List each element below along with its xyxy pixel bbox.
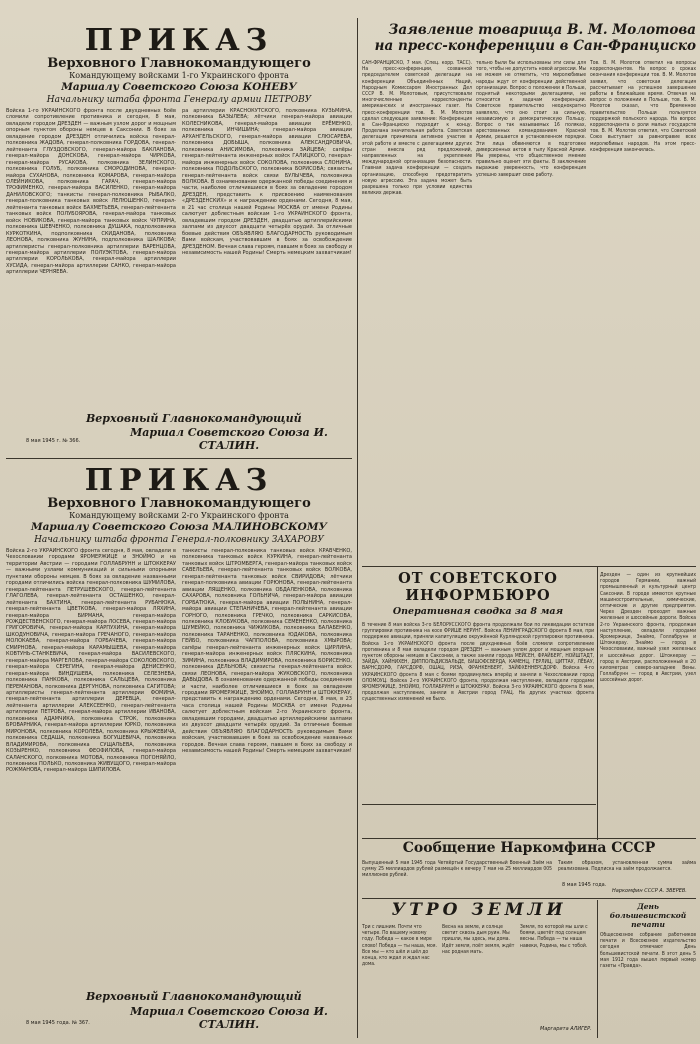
order-addressee: Командующему войсками 1-го Украинского фронта <box>69 71 289 80</box>
narkomfin-body2: Таким образом, установленная сумма займа реализована. Подписка на заём продолжается. <box>558 860 696 873</box>
molotov-col3: Тов. В. М. Молотов ответил на вопросы корреспондентов. На вопрос о сроках окончания конференции тов. В. М. Молотов заявил, что советская делегация рассчитывает на успешное завершение работы в ближайшее время. Отвечая на вопрос о положении в Польше, тов. В. М. Молотов сказал, что Временное правительство Польши пользуется поддержкой польского народа. На вопрос корреспондента о роли малых государств тов. В. М. Молотов ответил, что Советский Союз выступает за равноправие всех миролюбивых народов. На этом пресс-конференция закончилась. <box>590 60 696 153</box>
section-divider <box>362 898 696 899</box>
signature-title: Верховный Главнокомандующий <box>86 990 302 1003</box>
column-divider <box>597 900 598 1038</box>
order-1366 <box>6 22 352 462</box>
molotov-title-line1: Заявление товарища В. М. Молотова <box>388 22 696 38</box>
order-1-text-col2: ра артиллерии КРАСНОКУТСКОГО, полковника КУЗЬМИНА, полковника БАЗЫЛЕВА; лётчики генерал-майора авиации КОЛЕСНИКОВА, генерал-майора авиации ЕРЁМЕНКО, полковника ИНЧИШИНА; генерал-майора авиации АРХАНГЕЛЬСКОГО, генерал-майора авиации СЛЮСАРЕВА, полковника ДОБЫША, полковника АЛЕКСАНДРОВИЧА, полковника АНИСИМОВА, полковника ЗАЙЦЕВА; сапёры генерал-лейтенанта инженерных войск ГАЛИЦКОГО, генерал-майора инженерных войск СОКОЛОВА, полковника СЛОНИНА, полковника ПОДОЛЬСКОГО, полковника БОРИСОВА; связисты генерал-лейтенанта войск связи БУЛЫЧЕВА, полковника ВОЛКОВА. В ознаменование одержанной победы соединения и части, наиболее отличившиеся в боях за овладение городом ДРЕЗДЕН, представить к присвоению наименования «ДРЕЗДЕНСКИХ» и к награждению орденами. Сегодня, 8 мая, в 21 час столица нашей Родины МОСКВА от имени Родины салютует доблестным войскам 1-го УКРАИНСКОГО фронта, овладевшим городом ДРЕЗДЕН, двадцатью артиллерийскими залпами из двухсот двадцати четырёх орудий. За отличные боевые действия ОБЪЯВЛЯЮ БЛАГОДАРНОСТЬ руководимым Вами войскам, участвовавшим в боях за освобождение ДРЕЗДЕНОМ. Вечная слава героям, павшим в боях за свободу и независимость нашей Родины! Смерть немецким захватчикам! <box>182 108 352 256</box>
column-divider <box>597 566 598 840</box>
narkomfin-body1: Выпущенный 5 мая 1945 года Четвёртый Государственный Военный Заём на сумму 25 миллиардов рублей размещён к вечеру 7 мая на 25 миллиардов 005 миллионов рублей. <box>362 860 552 879</box>
order-chief: Начальнику штаба фронта Генерал-полковнику ЗАХАРОВУ <box>34 535 324 545</box>
press-day-title: День большевистской печати <box>609 902 687 929</box>
order-title: ПРИКАЗ <box>84 463 274 498</box>
poem-col2: Весна на земле, и солнце светит сквозь дым руин. Мы пришли, мы здесь, мы дома. Идёт земля, поёт земля, ждёт нас родная мать. <box>442 924 515 955</box>
narkomfin-date: 8 мая 1945 года. <box>562 882 607 888</box>
poem-title: УТРО ЗЕМЛИ <box>391 900 567 920</box>
section-divider <box>362 838 696 839</box>
section-divider <box>362 804 596 805</box>
molotov-col1: САН-ФРАНЦИСКО, 7 мая. (Спец. корр. ТАСС). На пресс-конференции, созванной председателем советской делегации на конференции Объединённых Наций, Народным Комиссаром Иностранных Дел СССР В. М. Молотовым, присутствовали многочисленные корреспонденты американских и иностранных газет. На пресс-конференции тов. В. М. Молотов сделал следующее заявление: Конференция в Сан-Франциско подходит к концу. Проделана значительная работа. Советская делегация принимала активное участие в этой работе и вместе с делегациями других стран внесла ряд предложений, направленных на укрепление международной организации безопасности. Главная задача конференции — создать организацию, способную предотвратить новую агрессию. Эта задача может быть разрешена только при условии единства великих держав. <box>362 60 472 197</box>
order-date: 8 мая 1945 года. № 367. <box>26 1020 90 1026</box>
poem-col3: Земля, по которой мы шли с боями, цветёт под солнцем весны. Победа — ты наша навеки, Родина, мы с тобой. <box>520 924 588 949</box>
order-2-text-col2: танкисты генерал-полковника танковых войск КРАВЧЕНКО, полковника танковых войск КУРКИНА, генерал-лейтенанта танковых войск ШТРОМБЕРГА, генерал-майора танковых войск САВЕЛЬЕВА, генерал-лейтенанта танковых войск ВОЛКОВА, генерал-лейтенанта танковых войск СВИРИДОВА; лётчики генерал-полковника авиации ГОРЮНОВА, генерал-лейтенанта авиации ЛЯЩЕНКО, полковника ОБДАЛЕНКОВА, полковника САХАРОВА, полковника ГОЛЬНИЧА, генерал-майора авиации ГОРБАТЮКА, генерал-майора авиации ПОЛЫНИНА, генерал-майора авиации СТЕПАНИЧЕВА, генерал-лейтенанта авиации ГОРНОГО, полковника ГРЕЧКО, полковника САРКИСОВА, полковника КЛОБУКОВА, полковника СЕМЕНЕНКО, полковника ШУМЕЙКО, полковника ЧИЖИКОВА, полковника БАЛАБЕНКО, полковника ТАРАНЕНКО, полковника ЮДАКОВА, полковника ГЕЙБО, полковника ЧАППОЛОВА, полковника ХМЫРОВА; сапёры генерал-лейтенанта инженерных войск ЦИРЛИНА, генерал-майора инженерных войск ПЛЯСКИНА, полковника ЗИМИНА, полковника ВЛАДИМИРОВА, полковника БОРИСЕНКО, полковника ДЕЛЬНОВА; связисты генерал-лейтенанта войск связи ЛЕОНОВА, генерал-майора ЖУКОВСКОГО, полковника ДАВЫДОВА. В ознаменование одержанной победы соединения и части, наиболее отличившиеся в боях за овладение городами ЯРОМЕРЖИЦЕ, ЗНОЙМО, ГОЛЛАБРУНН и ШТОККЕРАУ, представить к награждению орденами. Сегодня, 8 мая, в 23 часа столица нашей Родины МОСКВА от имени Родины салютует доблестным войскам 2-го Украинского фронта, овладевшим городами, двадцатью артиллерийскими залпами из двухсот двадцати четырёх орудий. За отличные боевые действия ОБЪЯВЛЯЮ БЛАГОДАРНОСТЬ руководимым Вами войскам, участвовавшим в боях за освобождение названных городов. Вечная слава героям, павшим в боях за свободу и независимость нашей Родины! Смерть немецким захватчикам! <box>182 548 352 755</box>
narkomfin-title: Сообщение Наркомфина СССР <box>402 840 656 856</box>
sovinformburo-subtitle: Оперативная сводка за 8 мая <box>392 606 564 617</box>
molotov-col2: тельно были бы использованы эти силы для того, чтобы не допустить новой агрессии. Мы не можем не отметить, что миролюбивые народы ждут от конференции действенной организации. Вопрос о положении в Польше, поднятый некоторыми делегациями, не относится к задачам конференции. Советское правительство неоднократно заявляло, что оно стоит за сильную, независимую и демократическую Польшу. Вопрос о так называемых 16 поляках, арестованных командованием Красной Армии, решается в установленном порядке. Эти лица обвиняются в подготовке диверсионных актов в тылу Красной Армии. Мы уверены, что общественное мнение правильно оценит эти факты. В заключение выражаю уверенность, что конференция успешно завершит свою работу. <box>476 60 586 178</box>
order-chief: Начальнику штаба фронта Генералу армии ПЕТРОВУ <box>46 95 312 105</box>
order-subtitle: Верховного Главнокомандующего <box>47 496 311 511</box>
order-subtitle: Верховного Главнокомандующего <box>47 56 311 71</box>
molotov-title-line2: на пресс-конференции в Сан-Франциско <box>374 38 696 54</box>
section-divider <box>6 458 352 459</box>
narkomfin-notice <box>362 840 696 896</box>
order-date: 8 мая 1945 г. № 366. <box>26 438 81 444</box>
column-divider <box>357 18 358 1038</box>
order-marshal: Маршалу Советского Союза КОНЕВУ <box>61 81 297 93</box>
sovinformburo-body: В течение 8 мая войска 3-го БЕЛОРУССКОГО фронта продолжали бои по ликвидации остатков группировки противника на косе ФРИШЕ НЕРУНГ. Войска ЛЕНИНГРАДСКОГО фронта 8 мая, при поддержке авиации, приняли капитуляцию окружённой Курляндской группировки противника. Войска 1-го УКРАИНСКОГО фронта после двухдневных боёв сломили сопротивление противника и 8 мая овладели городом ДРЕЗДЕН — важным узлом дорог и мощным опорным пунктом обороны немцев в Саксонии, а также заняли города МЕЙСЕН, ФРАЙБЕРГ, НОЙШТАДТ, ЗАЙДА, ХАЙНИХЕН, ДИППОЛЬДИСВАЛЬДЕ, БИШОФСВЕРДА, КАМЕНЦ, ГЕРЛИЦ, ЦИТТАУ, ЛЁБАУ, ВАРНСДОРФ, ГАРСДОРФ, ОШАЦ, РИЗА, ФРАНКЕНБЕРГ, ЗАЙФХЕННЕРСДОРФ. Войска 4-го УКРАИНСКОГО фронта 8 мая с боями продвинулись вперёд и заняли в Чехословакии город ОЛОМОУЦ. Войска 2-го УКРАИНСКОГО фронта, продолжая наступление, овладели городами ЯРОМЕРЖИЦЕ, ЗНОЙМО, ГОЛЛАБРУНН и ШТОККЕРАУ. Войска 3-го УКРАИНСКОГО фронта 8 мая, продолжая наступление, заняли в Австрии город ГРАЦ. На других участках фронта существенных изменений не было. <box>362 622 594 703</box>
signature: Маршал Советского Союза И. СТАЛИН. <box>130 426 328 452</box>
order-title: ПРИКАЗ <box>84 23 274 58</box>
order-addressee: Командующему войсками 2-го Украинского фронта <box>69 511 289 520</box>
poem-author: Маргарита АЛИГЕР. <box>540 1026 592 1032</box>
narkomfin-signature: Наркомфин СССР А. ЗВЕРЕВ. <box>612 888 687 894</box>
molotov-statement <box>362 22 696 562</box>
right-column-text: Дрезден — один из крупнейших городов Германии, важный промышленный и культурный центр Саксонии. В городе имеются крупные машиностроительные, химические, оптические и другие предприятия. Через Дрезден проходят важные железные и шоссейные дороги. Войска 2-го Украинского фронта, продолжая наступление, овладели городами Яромержице, Знаймо, Голлабрунн и Штоккерау. Знаймо — город в Чехословакии, важный узел железных и шоссейных дорог. Штоккерау — город в Австрии, расположенный в 20 километрах северо-западнее Вены. Голлабрунн — город в Австрии, узел шоссейных дорог. <box>600 572 696 684</box>
sovinformburo-title: ОТ СОВЕТСКОГО ИНФОРМБЮРО <box>398 570 558 604</box>
order-1367 <box>6 462 352 1038</box>
order-1-text-col1: Войска 1-го УКРАИНСКОГО фронта после двухдневных боёв сломили сопротивление противника и сегодня, 8 мая, овладели городом ДРЕЗДЕН — важным узлом дорог и мощным опорным пунктом обороны немцев в Саксонии. В боях за овладение городом ДРЕЗДЕН отличились войска генерал-полковника ЖАДОВА, генерал-полковника ГОРДОВА, генерал-лейтенанта ГЛУЗДОВСКОГО, генерал-майора БАКЛАНОВА, генерал-майора ДОНСКОВА, генерал-майора ЧИРКОВА, генерал-майора РУСАКОВА, полковника ЗЕЛИНСКОГО, полковника ГОЛУБ, полковника СМОРОДИНОВА, генерал-майора СУХАНОВА, полковника КОМАРОВА, генерал-майора ОЛЕЙНИКОВА, полковника ГАРАЧ, генерал-майора ТРОФИМЕНКО, генерал-майора ВАСИЛЕНКО, генерал-майора ДАНИЛОВСКОГО; танкисты генерал-полковника РЫБАЛКО, генерал-полковника танковых войск ЛЕЛЮШЕНКО, генерал-лейтенанта танковых войск БАХМЕТЬЕВА, генерал-лейтенанта танковых войск ПОЛУБОЯРОВА, генерал-майора танковых войск НОВИКОВА, генерал-майора танковых войск ЧУПРИНА, полковника ШЕВЧЕНКО, полковника ДУШАКА, подполковника КУРКОТКИНА, подполковника СКИДАНОВА, полковника ЛЕОНОВА, полковника ЖУНИНА, подполковника ШАЛКОВА; артиллеристы генерал-полковника артиллерии ВАРЕНЦОВА, генерал-майора артиллерии ПОЛУЭКТОВА, генерал-майора артиллерии КОРОЛЬКОВА, генерал-майора артиллерии ХУСИДА, генерал-майора артиллерии САНКО, генерал-майора артиллерии ЧЕРНЯЕВА. <box>6 108 176 276</box>
order-marshal: Маршалу Советского Союза МАЛИНОВСКОМУ <box>31 521 327 533</box>
sovinformburo-report <box>362 570 594 800</box>
signature: Маршал Советского Союза И. СТАЛИН. <box>130 1005 328 1031</box>
press-day <box>600 902 696 1038</box>
signature-title: Верховный Главнокомандующий <box>86 412 302 425</box>
section-divider <box>362 566 696 567</box>
poem-utro-zemli <box>362 900 596 1038</box>
press-day-body: Общесоюзное собрание работников печати и Всесоюзное издательство сегодня отмечают День большевистской печати. В этот день 5 мая 1912 года вышел первый номер газеты «Правда». <box>600 932 696 970</box>
order-2-text-col1: Войска 2-го УКРАИНСКОГО фронта сегодня, 8 мая, овладели в Чехословакии городами ЯРОМЕРЖИЦЕ и ЗНОЙМО и на территории Австрии — городами ГОЛЛАБРУНН и ШТОККЕРАУ — важными узлами коммуникаций и сильными опорными пунктами обороны немцев. В боях за овладение названными городами отличились войска генерал-полковника ШУМИЛОВА, генерал-лейтенанта ПЕТРУШЕВСКОГО, генерал-лейтенанта ГЛАГОЛЕВА, генерал-лейтенанта ОСТАШЕНКО, генерал-лейтенанта БАХТИНА, генерал-лейтенанта РУБАНЮКА, генерал-лейтенанта ЦВЕТКОВА, генерал-майора ЛЯХИНА, генерал-майора БИРМАНА, генерал-майора РОЖДЕСТВЕНСКОГО, генерал-майора ЛОСЕВА, генерал-майора ГРИГОРОВИЧА, генерал-майора КАРПУХИНА, генерал-майора ШКОДУНОВИЧА, генерал-майора ГРЕЧАНОГО, генерал-майора МОЛОКАЕВА, генерал-майора ГОРБАЧЕВА, генерал-майора СМИРНОВА, генерал-майора КАРАМЫШЕВА, генерал-майора КОВТУНЬ-СТАНКЕВИЧА, генерал-майора ВАСИЛЕВСКОГО, генерал-майора МАРГЕЛОВА, генерал-майора СОКОЛОВСКОГО, генерал-майора СЕРЕГИНА, генерал-майора ДЕНИСЕНКО, генерал-майора ВИНДУШЕВА, полковника СЕЛЕЗНЕВА, полковника ПАНКОВА, полковника САЛЬЦЕВА, полковника ПЕРЕМАНОВА, полковника ДЕРГУНОВА, полковника САГИТОВА; артиллеристы генерал-лейтенанта артиллерии ФОМИНА, генерал-лейтенанта артиллерии ДЕРЕВЦА, генерал-лейтенанта артиллерии АЛЕКСЕЕНКО, генерал-лейтенанта артиллерии ПЕТРОВА, генерал-майора артиллерии ИВАНОВА, полковника АДАМЧИКА, полковника СТРОК, полковника БРОВАРНИКА, генерал-майора артиллерии ЮРКО, полковника МИРОНОВА, полковника КОРОЛЕВА, полковника КРЫЖЕВИЧА, полковника СЕДАША, полковника БОГУШЕВИЧА, полковника ВЛАДИМИРОВА, полковника СУЩАЛЬЕВА, полковника КОЗЫРЕНКО, полковника ФЕОФИЛОВА, генерал-майора САЛАНСКОГО, полковника МОТОВА, полковника ПОГОНЯЙЛО, полковника ПОЛЬКО, полковника ЖИВУЩОГО, генерал-майора РОЖМАНОВА, генерал-майора ШИПИЛОВА. <box>6 548 176 774</box>
poem-col1: Три с лишним. Почти что четыре. По вашему новому году. Победа — какое в мире слово! Победа — ты наша, моя. Все мы — кто шёл и шёл до конца, кто ждал и ждал нас дома. <box>362 924 437 968</box>
